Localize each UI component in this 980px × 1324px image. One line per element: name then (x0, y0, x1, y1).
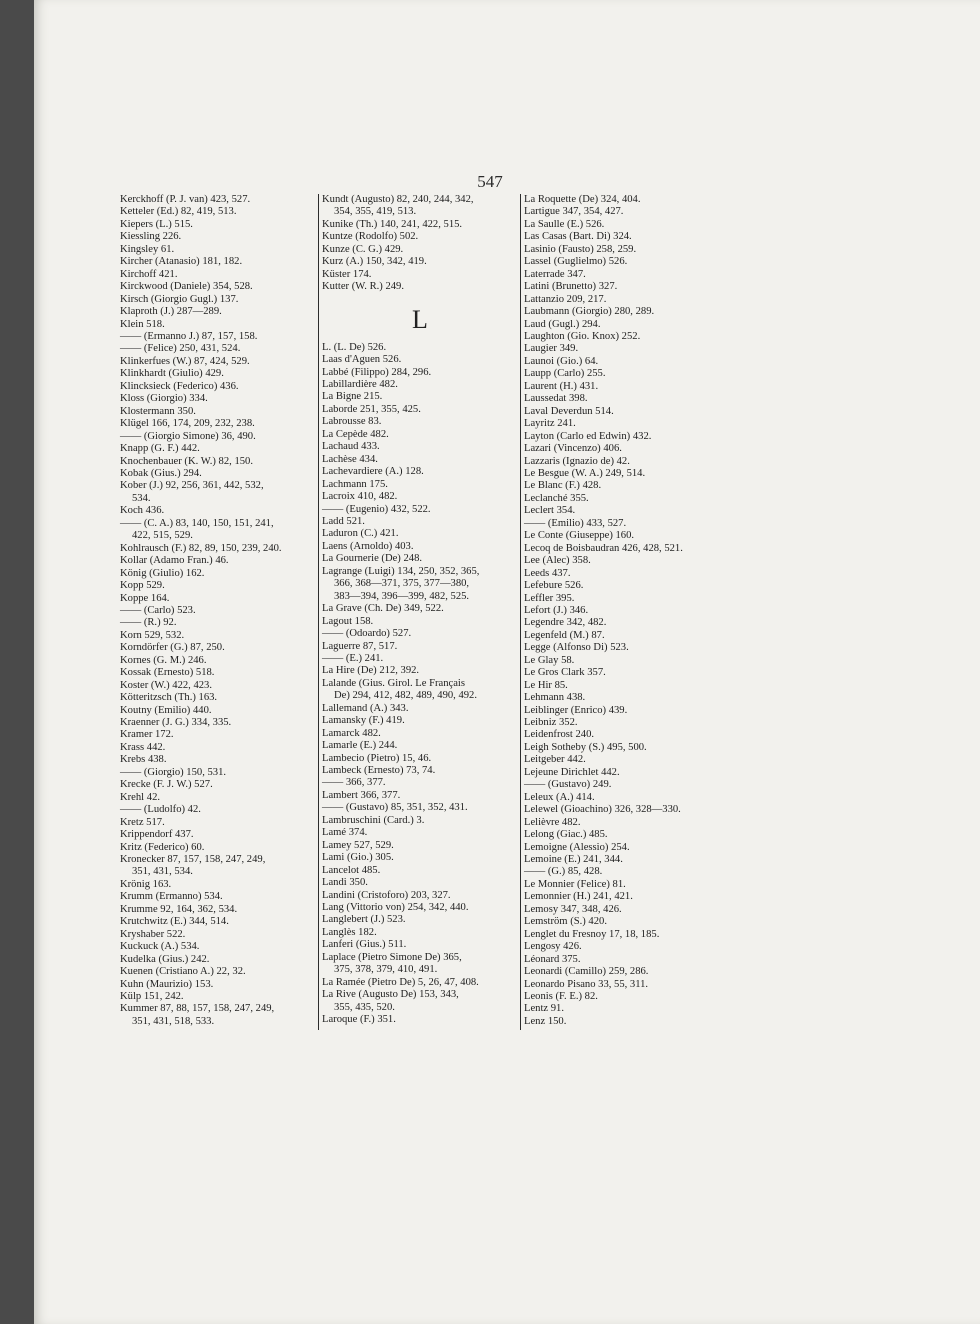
index-entry: Layritz 241. (524, 418, 576, 430)
index-column-1 (120, 194, 316, 1028)
index-entry: Le Monnier (Felice) 81. (524, 878, 626, 890)
index-entry: Lentz 91. (524, 1003, 565, 1015)
index-entry: Lancelot 485. (322, 864, 381, 876)
index-entry: Laplace (Pietro Simone De) 365, (322, 951, 462, 963)
index-entry: —— (G.) 85, 428. (524, 866, 603, 878)
index-entry: Lehmann 438. (524, 692, 586, 704)
index-entry: L. (L. De) 526. (322, 341, 387, 353)
index-entry: La Gournerie (De) 248. (322, 553, 423, 565)
index-entry: Leleux (A.) 414. (524, 791, 595, 803)
index-entry: Lasinio (Fausto) 258, 259. (524, 243, 637, 255)
index-entry: Legge (Alfonso Di) 523. (524, 642, 629, 654)
index-entry: Leitgeber 442. (524, 754, 586, 766)
index-entry: Lelewel (Gioachino) 326, 328—330. (524, 804, 681, 816)
index-entry: Korn 529, 532. (120, 629, 185, 641)
index-entry: Lambeck (Ernesto) 73, 74. (322, 765, 436, 777)
index-entry: Le Conte (Giuseppe) 160. (524, 530, 635, 542)
index-entry: 534. (132, 492, 151, 504)
index-entry: Kiessling 226. (120, 231, 182, 243)
index-entry: Klinkhardt (Giulio) 429. (120, 368, 224, 380)
index-entry: 366, 368—371, 375, 377—380, (334, 578, 470, 590)
index-entry: Leonis (F. E.) 82. (524, 991, 598, 1002)
index-entry: Labrousse 83. (322, 416, 382, 428)
index-entry: Laussedat 398. (524, 393, 588, 405)
index-entry: —— (Eugenio) 432, 522. (322, 503, 431, 515)
index-entry: Lalande (Gius. Girol. Le Français (322, 677, 465, 689)
index-entry: 351, 431, 518, 533. (132, 1015, 215, 1027)
index-entry: Leidenfrost 240. (524, 729, 595, 741)
index-entry: Lamarle (E.) 244. (322, 740, 398, 752)
index-entry: Kunze (C. G.) 429. (322, 243, 404, 255)
index-entry: Leibniz 352. (524, 717, 578, 729)
index-entry: Kutter (W. R.) 249. (322, 281, 404, 293)
index-entry: Krumme 92, 164, 362, 534. (120, 903, 238, 915)
index-entry: Kummer 87, 88, 157, 158, 247, 249, (120, 1003, 275, 1015)
index-entry: Lamé 374. (322, 827, 368, 839)
index-entry: —— (Gustavo) 85, 351, 352, 431. (322, 802, 468, 814)
index-entry: Kuckuck (A.) 534. (120, 941, 200, 953)
index-entry: —— (Emilio) 433, 527. (524, 517, 627, 529)
index-entry: Kornes (G. M.) 246. (120, 654, 207, 666)
index-entry: Laroque (F.) 351. (322, 1014, 396, 1026)
index-entry: Labillardière 482. (322, 378, 398, 390)
index-entry: La Grave (Ch. De) 349, 522. (322, 603, 444, 615)
index-entry: Kircher (Atanasio) 181, 182. (120, 256, 243, 268)
index-entry: Legenfeld (M.) 87. (524, 629, 605, 641)
column-rule-right (520, 194, 521, 1030)
index-entry: Kobak (Gius.) 294. (120, 467, 202, 479)
index-entry: La Saulle (E.) 526. (524, 218, 605, 230)
index-entry: 355, 435, 520. (334, 1001, 395, 1013)
index-entry: Lami (Gio.) 305. (322, 852, 394, 864)
index-entry: Leonardo Pisano 33, 55, 311. (524, 978, 649, 990)
index-entry: Laas d'Aguen 526. (322, 354, 402, 366)
index-entry: Leiblinger (Enrico) 439. (524, 704, 628, 716)
index-entry: —— (Gustavo) 249. (524, 779, 612, 791)
index-entry: Kiepers (L.) 515. (120, 218, 193, 230)
index-entry: —— (C. A.) 83, 140, 150, 151, 241, (120, 517, 274, 529)
index-entry: Krutchwitz (E.) 344, 514. (120, 916, 229, 928)
index-entry: Kuntze (Rodolfo) 502. (322, 231, 419, 243)
index-entry: Le Glay 58. (524, 654, 575, 666)
index-entry: Kramer 172. (120, 729, 174, 741)
index-entry: Lefort (J.) 346. (524, 604, 589, 616)
index-entry: Kopp 529. (120, 580, 165, 592)
index-entry: Kuhn (Maurizio) 153. (120, 978, 214, 990)
index-entry: Landini (Cristoforo) 203, 327. (322, 889, 451, 901)
index-entry: Lassel (Guglielmo) 526. (524, 256, 628, 268)
index-column-2 (322, 194, 518, 1027)
index-entry: Leigh Sotheby (S.) 495, 500. (524, 741, 647, 753)
index-entry: La Cepède 482. (322, 428, 389, 440)
index-column-3 (524, 194, 724, 1028)
index-entry: Lartigue 347, 354, 427. (524, 206, 624, 218)
page-number: 547 (477, 172, 503, 191)
index-entry: Laborde 251, 355, 425. (322, 403, 421, 415)
column-rule-left (318, 194, 319, 1030)
index-entry: Krönig 163. (120, 878, 172, 890)
index-entry: Knapp (G. F.) 442. (120, 443, 200, 455)
index-entry: Knochenbauer (K. W.) 82, 150. (120, 455, 253, 467)
index-entry: Krass 442. (120, 741, 166, 753)
index-entry: Labbé (Filippo) 284, 296. (322, 366, 432, 378)
index-entry: Kurz (A.) 150, 342, 419. (322, 256, 427, 268)
index-entry: Krehl 42. (120, 791, 161, 803)
index-entry: —— (Giorgio) 150, 531. (120, 766, 227, 778)
index-entry: Klinkerfues (W.) 87, 424, 529. (120, 355, 250, 367)
index-entry: Lambert 366, 377. (322, 789, 401, 801)
index-entry: Launoi (Gio.) 64. (524, 355, 599, 367)
index-entry: Lachaud 433. (322, 441, 380, 453)
index-entry: Klein 518. (120, 318, 165, 330)
index-entry: Koppe 164. (120, 592, 170, 604)
index-entry: Leffler 395. (524, 592, 575, 604)
index-entry: —— (Carlo) 523. (120, 604, 196, 616)
index-entry: Lefebure 526. (524, 580, 584, 592)
index-entry: Laubmann (Giorgio) 280, 289. (524, 306, 655, 318)
index-entry: Kollar (Adamo Fran.) 46. (120, 555, 229, 567)
index-entry: —— (Ludolfo) 42. (120, 804, 201, 816)
index-entry: 351, 431, 534. (132, 866, 193, 878)
index-entry: —— (Ermanno J.) 87, 157, 158. (120, 330, 258, 342)
index-entry: Lemström (S.) 420. (524, 916, 607, 928)
index-entry: Legendre 342, 482. (524, 617, 607, 629)
index-entry: —— 366, 377. (322, 777, 386, 789)
index-entry: 422, 515, 529. (132, 530, 193, 542)
index-entry: Laens (Arnoldo) 403. (322, 540, 414, 552)
index-entry: 375, 378, 379, 410, 491. (334, 964, 438, 976)
index-entry: Laughton (Gio. Knox) 252. (524, 330, 641, 342)
index-entry: Laugier 349. (524, 343, 579, 355)
index-entry: Kohlrausch (F.) 82, 89, 150, 239, 240. (120, 542, 282, 554)
index-entry: Layton (Carlo ed Edwin) 432. (524, 430, 652, 442)
index-entry: Klostermann 350. (120, 405, 196, 417)
index-entry: Lamansky (F.) 419. (322, 715, 405, 727)
index-entry: Klügel 166, 174, 209, 232, 238. (120, 418, 255, 430)
index-entry: Lagrange (Luigi) 134, 250, 352, 365, (322, 565, 480, 577)
index-entry: Léonard 375. (524, 953, 581, 965)
index-entry: Lazari (Vincenzo) 406. (524, 443, 622, 455)
index-entry: Lagout 158. (322, 615, 374, 627)
index-entry: Lazzaris (Ignazio de) 42. (524, 455, 630, 467)
index-entry: Korndörfer (G.) 87, 250. (120, 642, 225, 654)
index-entry: Kuenen (Cristiano A.) 22, 32. (120, 966, 246, 978)
index-entry: Lamey 527, 529. (322, 839, 394, 851)
index-column-2-k-entries (322, 194, 518, 294)
index-entry: Lejeune Dirichlet 442. (524, 766, 620, 778)
index-entry: Lee (Alec) 358. (524, 555, 591, 567)
index-entry: Laguerre 87, 517. (322, 640, 398, 652)
index-entry: Lamarck 482. (322, 727, 381, 739)
index-entry: Lachèse 434. (322, 453, 378, 465)
index-entry: Lallemand (A.) 343. (322, 702, 409, 714)
index-entry: Lemoine (E.) 241, 344. (524, 854, 623, 866)
index-entry: Langlès 182. (322, 926, 377, 938)
index-entry: Kretz 517. (120, 816, 165, 828)
index-entry: Kossak (Ernesto) 518. (120, 667, 215, 679)
index-entry: Lambruschini (Card.) 3. (322, 814, 425, 826)
index-entry: Ketteler (Ed.) 82, 419, 513. (120, 206, 237, 218)
index-entry: Lemoigne (Alessio) 254. (524, 841, 630, 853)
index-entry: Landi 350. (322, 877, 368, 889)
index-entry: La Ramée (Pietro De) 5, 26, 47, 408. (322, 976, 479, 988)
index-entry: Lambecio (Pietro) 15, 46. (322, 752, 432, 764)
index-entry: Laurent (H.) 431. (524, 380, 599, 392)
index-entry: Lengosy 426. (524, 941, 582, 953)
index-entry: Lanferi (Gius.) 511. (322, 939, 407, 951)
index-entry: Kirckwood (Daniele) 354, 528. (120, 281, 253, 293)
index-entry: Kirchoff 421. (120, 268, 178, 280)
index-entry: Krecke (F. J. W.) 527. (120, 779, 213, 791)
index-entry: Las Casas (Bart. Di) 324. (524, 231, 632, 243)
index-entry: Leclert 354. (524, 505, 576, 517)
section-letter: L (412, 304, 428, 334)
index-column-2-l-entries (322, 342, 518, 1027)
index-entry: Kudelka (Gius.) 242. (120, 953, 210, 965)
index-entry: Le Hir 85. (524, 679, 568, 691)
index-entry: La Rive (Augusto De) 153, 343, (322, 989, 459, 1001)
index-entry: Lang (Vittorio von) 254, 342, 440. (322, 902, 469, 914)
index-entry: Lelong (Giac.) 485. (524, 829, 608, 841)
index-entry: Koutny (Emilio) 440. (120, 704, 212, 716)
index-entry: Leeds 437. (524, 567, 571, 579)
index-entry: La Bigne 215. (322, 391, 383, 403)
index-entry: Le Besgue (W. A.) 249, 514. (524, 467, 646, 479)
index-entry: Lattanzio 209, 217. (524, 293, 607, 305)
index-entry: Koch 436. (120, 505, 165, 517)
index-entry: Laval Deverdun 514. (524, 405, 614, 417)
index-entry: Laud (Gugl.) 294. (524, 318, 601, 330)
index-entry: Leclanché 355. (524, 492, 589, 504)
index-entry: Koster (W.) 422, 423. (120, 679, 212, 691)
index-entry: Krebs 438. (120, 754, 167, 766)
index-entry: Lenz 150. (524, 1015, 567, 1027)
index-entry: Laduron (C.) 421. (322, 528, 399, 540)
index-entry: Lelièvre 482. (524, 816, 581, 828)
index-entry: Lemonnier (H.) 241, 421. (524, 891, 633, 903)
index-entry: Kötteritzsch (Th.) 163. (120, 692, 218, 704)
index-entry: Kronecker 87, 157, 158, 247, 249, (120, 854, 266, 866)
index-entry: Kirsch (Giorgio Gugl.) 137. (120, 293, 239, 305)
index-entry: Lemosy 347, 348, 426. (524, 903, 622, 915)
index-entry: —— (Giorgio Simone) 36, 490. (120, 430, 256, 442)
index-entry: Ladd 521. (322, 515, 365, 527)
index-entry: Kraenner (J. G.) 334, 335. (120, 717, 232, 729)
index-entry: Krippendorf 437. (120, 829, 194, 841)
index-entry: Latini (Brunetto) 327. (524, 281, 618, 293)
index-entry: Langlebert (J.) 523. (322, 914, 406, 926)
index-entry: Kloss (Giorgio) 334. (120, 393, 208, 405)
index-entry: Kunike (Th.) 140, 241, 422, 515. (322, 218, 463, 230)
index-entry: —— (R.) 92. (120, 617, 177, 629)
index-entry: Laupp (Carlo) 255. (524, 368, 606, 380)
index-entry: Lacroix 410, 482. (322, 491, 398, 503)
index-entry: De) 294, 412, 482, 489, 490, 492. (334, 690, 478, 702)
index-entry: Külp 151, 242. (120, 991, 184, 1002)
index-entry: Lachevardiere (A.) 128. (322, 466, 424, 478)
index-entry: 354, 355, 419, 513. (334, 206, 417, 218)
index-entry: Laterrade 347. (524, 268, 586, 280)
index-entry: —— (E.) 241. (322, 652, 384, 664)
index-entry: König (Giulio) 162. (120, 567, 205, 579)
index-entry: Kritz (Federico) 60. (120, 841, 205, 853)
index-entry: Lecoq de Boisbaudran 426, 428, 521. (524, 542, 683, 554)
index-entry: La Roquette (De) 324, 404. (524, 194, 641, 205)
index-entry: Leonardi (Camillo) 259, 286. (524, 966, 649, 978)
index-entry: Krumm (Ermanno) 534. (120, 891, 223, 903)
index-entry: Lenglet du Fresnoy 17, 18, 185. (524, 928, 660, 940)
index-entry: Kundt (Augusto) 82, 240, 244, 342, (322, 194, 474, 205)
index-entry: Kingsley 61. (120, 243, 175, 255)
index-entry: Kryshaber 522. (120, 928, 186, 940)
index-entry: Le Gros Clark 357. (524, 667, 606, 679)
index-entry: 383—394, 396—399, 482, 525. (334, 590, 470, 602)
index-entry: Klincksieck (Federico) 436. (120, 380, 239, 392)
index-entry: Kerckhoff (P. J. van) 423, 527. (120, 194, 251, 205)
index-entry: Le Blanc (F.) 428. (524, 480, 602, 492)
index-entry: Klaproth (J.) 287—289. (120, 306, 222, 318)
index-entry: La Hire (De) 212, 392. (322, 665, 420, 677)
index-entry: —— (Felice) 250, 431, 524. (120, 343, 241, 355)
index-entry: Lachmann 175. (322, 478, 388, 490)
index-entry: Kober (J.) 92, 256, 361, 442, 532, (120, 480, 264, 492)
index-entry: —— (Odoardo) 527. (322, 628, 412, 640)
index-entry: Küster 174. (322, 268, 372, 280)
